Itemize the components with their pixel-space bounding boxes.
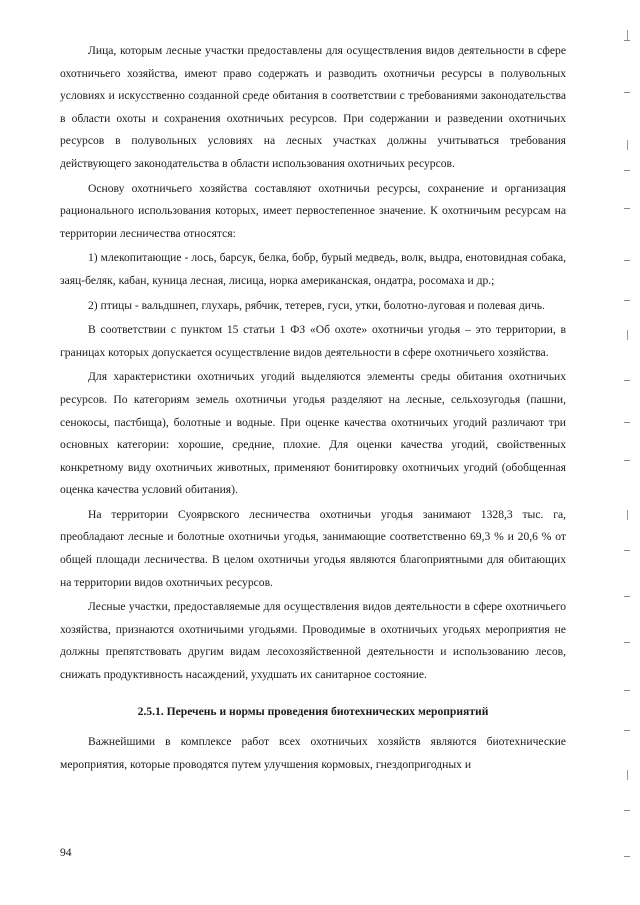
- paragraph-9: Важнейшими в комплексе работ всех охотничьих хозяйств являются биотехнические мероприятия, которые проводятся путем улучшения кормовых, гнездопригодных и: [60, 735, 566, 771]
- paragraph-5: В соответствии с пунктом 15 статьи 1 ФЗ «Об охоте» охотничьи угодья – это территории, в границах которых допускается осуществление видов деятельности в сфере охотничьего хозяйства.: [60, 323, 566, 359]
- paragraph-2: Основу охотничьего хозяйства составляют охотничьи ресурсы, сохранение и организация рационального использования которых, имеет первостепенное значение. К охотничьим ресурсам на территории лесничества относятся:: [60, 181, 566, 240]
- page-number: 94: [60, 846, 72, 859]
- scan-edge-marks: [624, 30, 630, 870]
- paragraph-8: Лесные участки, предоставляемые для осуществления видов деятельности в сфере охотничьего хозяйства, признаются охотничьими угодьями. Проводимые в охотничьих угодьях мероприятия не должны препятствовать другим видам лесохозяйственной деятельности и использованию лесов, снижать продуктивность насаждений, ухудшать их санитарное состояние.: [60, 600, 566, 682]
- paragraph-4: 2) птицы - вальдшнеп, глухарь, рябчик, тетерев, гуси, утки, болотно-луговая и полевая дичь.: [88, 298, 545, 312]
- paragraph-3: 1) млекопитающие - лось, барсук, белка, бобр, бурый медведь, волк, выдра, енотовидная собака, заяц-беляк, кабан, куница лесная, лисица, норка американская, ондатра, росомаха и др.;: [60, 251, 566, 287]
- paragraph-1: Лица, которым лесные участки предоставлены для осуществления видов деятельности в сфере охотничьего хозяйства, имеют право содержать и разводить охотничьи ресурсы в полувольных условиях и искусственно созданной среде обитания в соответствии с требованиями законодательства в области охоты и сохранения охотничьих ресурсов. При содержании и разведении охотничьих ресурсов в полувольных условиях на лесных участках должны учитываться требования действующего законодательства в области использования охотничьих ресурсов.: [60, 44, 566, 170]
- paragraph-6: Для характеристики охотничьих угодий выделяются элементы среды обитания охотничьих ресурсов. По категориям земель охотничьи угодья разделяют на лесные, сельхозугодья (пашни, сенокосы, пастбища), болотные и водные. При оценке качества охотничьих угодий различают три основных категории: хорошие, средние, плохие. Для оценки качества угодий, свойственных конкретному виду охотничьих животных, применяют бонитировку охотничьих угодий (обобщенная оценка качества условий обитания).: [60, 370, 566, 497]
- page-body: [60, 40, 566, 776]
- section-heading: 2.5.1. Перечень и нормы проведения биотехнических мероприятий: [137, 704, 489, 718]
- paragraph-7: На территории Суоярвского лесничества охотничьи угодья занимают 1328,3 тыс. га, преобладают лесные и болотные охотничьи угодья, занимающие соответственно 69,3 % и 20,6 % от общей площади лесничества. В целом охотничьи угодья являются благоприятными для обитающих на территории видов охотничьих ресурсов.: [60, 507, 566, 589]
